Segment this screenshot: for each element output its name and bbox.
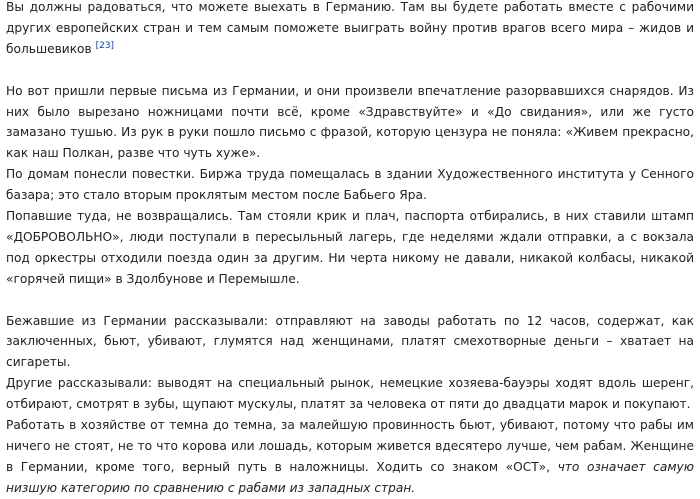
paragraph-1-text: Вы должны радоваться, что можете выехать в Германию. Там вы будете работать вместе с рабочими других европейских стран и тем самым поможете выиграть войну против врагов всего мира – жидов и большевиков	[6, 0, 694, 56]
paragraph-6: Другие рассказывали: выводят на специальный рынок, немецкие хозяева-бауэры ходят вдоль шеренг, отбирают, смотрят в зубы, щупают мускулы, платят за человека от пяти до двадцати марок и покупают.	[6, 376, 694, 412]
paragraph-7-italic: что означает самую низшую категорию по сравнению с рабами из западных стран.	[6, 459, 695, 495]
paragraph-5: Бежавшие из Германии рассказывали: отправляют на заводы работать по 12 часов, содержат, как заключенных, бьют, убивают, глумятся над женщинами, платят смехотворные деньги – хватает на сигареты.	[6, 313, 694, 370]
paragraph-4: Попавшие туда, не возвращались. Там стояли крик и плач, паспорта отбирались, в них ставили штамп «ДОБРОВОЛЬНО», люди поступали в пересыльный лагерь, где неделями ждали отправки, а с вокзала под оркестры отходили поезда один за другим. Ни черта никому не давали, никакой колбасы, никакой «горячей пищи» в Здолбунове и Перемышле.	[6, 209, 694, 286]
paragraph-spacer	[6, 60, 694, 81]
paragraph-7	[6, 415, 694, 499]
footnote-link[interactable]: [23]	[95, 40, 115, 51]
paragraph-3: По домам понесли повестки. Биржа труда помещалась в здании Художественного института у Сенного базара; это стало вторым проклятым местом после Бабьего Яра.	[6, 167, 694, 203]
footnote-reference[interactable]	[96, 41, 114, 51]
article-body	[6, 0, 694, 499]
paragraph-spacer	[6, 290, 694, 311]
paragraph-2: Но вот пришли первые письма из Германии, и они произвели впечатление разорвавшихся снарядов. Из них было вырезано ножницами почти всё, кроме «Здравствуйте» и «До свидания», или же густо замазано тушью. Из рук в руки пошло письмо с фразой, которую цензура не поняла: «Живем прекрасно, как наш Полкан, разве что чуть хуже».	[6, 83, 694, 161]
paragraph-7-text: Работать в хозяйстве от темна до темна, за малейшую провинность бьют, убивают, потому что рабы им ничего не стоят, не то что корова или лошадь, которым живется вдесятеро лучше, чем рабам. Женщине в Германии, кроме того, верный путь в наложницы. Ходить со знаком «ОСТ»,	[6, 418, 694, 474]
paragraph-1	[6, 0, 694, 60]
